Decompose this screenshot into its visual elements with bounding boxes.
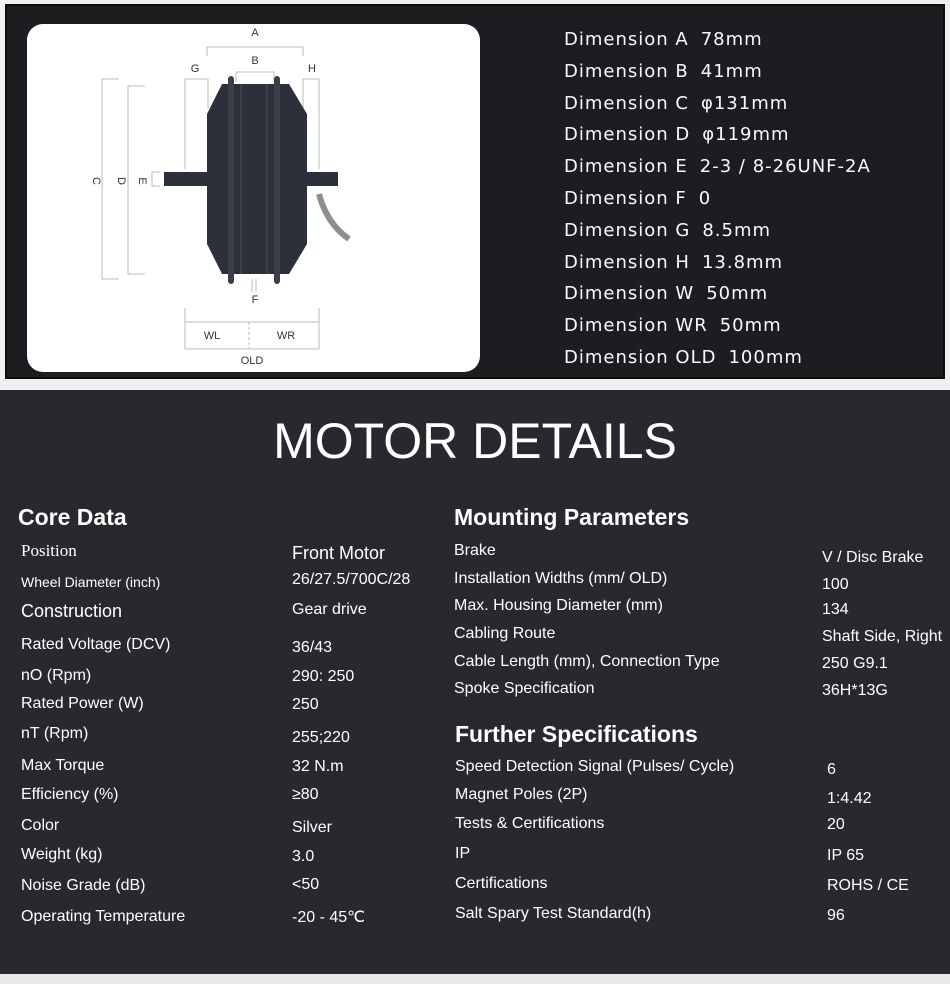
spec-value: 250 G9.1 <box>822 655 888 672</box>
spec-label: Wheel Diameter (inch) <box>21 574 161 590</box>
spec-value: 255;220 <box>292 729 350 746</box>
spec-label: Speed Detection Signal (Pulses/ Cycle) <box>455 758 735 775</box>
spec-value: 100 <box>822 576 849 593</box>
spec-value: 1:4.42 <box>827 790 872 807</box>
spec-label: nO (Rpm) <box>21 667 92 684</box>
spec-value: -20 - 45℃ <box>292 909 366 926</box>
spec-value: Silver <box>292 819 333 836</box>
dimension-row <box>564 345 871 377</box>
label-h: H <box>308 63 316 75</box>
label-d: D <box>115 177 127 185</box>
label-g: G <box>190 63 200 75</box>
label-f: F <box>251 294 259 306</box>
dimension-row <box>564 154 871 186</box>
dimension-row <box>564 250 871 282</box>
dimension-value: 78mm <box>700 29 763 50</box>
dimension-label: Dimension C <box>564 92 689 114</box>
page-title: MOTOR DETAILS <box>273 413 677 469</box>
label-b: B <box>251 55 259 67</box>
spec-label: Noise Grade (dB) <box>21 877 146 894</box>
spec-label: Color <box>21 817 60 834</box>
dimension-label: Dimension A <box>564 29 689 50</box>
spec-value: Gear drive <box>292 601 367 618</box>
dimension-row <box>564 122 871 154</box>
dimension-row <box>564 91 871 123</box>
dimension-label: Dimension W <box>564 283 695 305</box>
spec-label: Weight (kg) <box>21 846 103 863</box>
dimension-label: Dimension OLD <box>564 346 717 368</box>
label-wr: WR <box>276 330 296 342</box>
dimension-value: φ131mm <box>700 92 789 114</box>
spec-value: 250 <box>292 696 319 713</box>
dimension-panel <box>5 4 945 379</box>
dimension-row <box>564 313 871 345</box>
spec-value: 36H*13G <box>822 682 888 699</box>
dimension-row <box>564 218 871 250</box>
spec-label: Installation Widths (mm/ OLD) <box>454 570 668 587</box>
spec-label: Rated Power (W) <box>21 695 144 712</box>
label-wl: WL <box>203 330 221 342</box>
spec-value: ≥80 <box>292 786 319 803</box>
spec-value: 36/43 <box>292 639 333 656</box>
label-e: E <box>136 177 148 185</box>
label-c: C <box>90 177 102 185</box>
dimension-label: Dimension H <box>564 251 690 273</box>
dimension-row <box>564 186 871 218</box>
spec-value: Front Motor <box>292 543 386 563</box>
further-title: Further Specifications <box>455 721 698 747</box>
spec-value: 96 <box>827 907 845 924</box>
spec-label: Tests & Certifications <box>455 815 605 832</box>
bottom-strip <box>0 974 950 984</box>
dimension-label: Dimension WR <box>564 315 708 337</box>
spec-label: Max. Housing Diameter (mm) <box>454 597 663 614</box>
dimension-value: 41mm <box>700 60 763 82</box>
mounting-title: Mounting Parameters <box>454 504 690 530</box>
dimension-label: Dimension B <box>564 60 689 82</box>
dimension-label: Dimension F <box>564 187 687 209</box>
dimension-label: Dimension E <box>564 156 688 178</box>
spec-label: Position <box>21 541 77 560</box>
spec-value: 26/27.5/700C/28 <box>292 571 411 588</box>
dimension-row <box>564 27 871 59</box>
spec-label: Efficiency (%) <box>21 786 119 803</box>
motor-diagram-svg <box>27 24 480 372</box>
spec-value: IP 65 <box>827 847 865 864</box>
label-old: OLD <box>240 355 264 367</box>
dimension-list <box>564 27 871 377</box>
spec-value: 290: 250 <box>292 668 355 685</box>
dimension-label: Dimension D <box>564 124 691 146</box>
label-a: A <box>251 27 259 39</box>
dimension-value: 50mm <box>719 315 782 337</box>
spec-label: Construction <box>21 601 123 621</box>
dimension-value: 8.5mm <box>702 219 772 241</box>
spec-value: <50 <box>292 876 320 893</box>
spec-value: 6 <box>827 761 836 778</box>
core-data-title: Core Data <box>18 504 127 530</box>
spec-value: 20 <box>827 816 845 833</box>
spec-label: Spoke Specification <box>454 680 595 697</box>
dimension-row <box>564 281 871 313</box>
spec-label: Salt Spary Test Standard(h) <box>455 905 652 922</box>
dimension-value: 2-3 / 8-26UNF-2A <box>699 156 871 178</box>
dimension-value: φ119mm <box>702 124 790 146</box>
motor-details-panel <box>0 390 950 974</box>
spec-label: nT (Rpm) <box>21 725 89 742</box>
spec-label: Operating Temperature <box>21 908 186 925</box>
motor-diagram <box>27 24 480 372</box>
dimension-value: 13.8mm <box>701 251 784 273</box>
spec-value: V / Disc Brake <box>822 549 924 566</box>
spec-label: Cable Length (mm), Connection Type <box>454 653 720 670</box>
spec-label: Certifications <box>455 875 548 892</box>
spec-label: Rated Voltage (DCV) <box>21 636 171 653</box>
spec-label: Cabling Route <box>454 625 556 642</box>
spec-value: 32 N.m <box>292 758 344 775</box>
spec-value: 3.0 <box>292 848 315 865</box>
dimension-label: Dimension G <box>564 219 691 241</box>
dimension-row <box>564 59 871 91</box>
spec-value: Shaft Side, Right <box>822 628 943 645</box>
spec-label: IP <box>455 845 471 862</box>
dimension-value: 0 <box>698 187 712 209</box>
dimension-value: 100mm <box>728 346 803 368</box>
spec-value: 134 <box>822 601 849 618</box>
spec-value: ROHS / CE <box>827 877 909 894</box>
dimension-value: 50mm <box>706 283 769 305</box>
spec-label: Max Torque <box>21 757 105 774</box>
spec-label: Brake <box>454 542 496 559</box>
spec-label: Magnet Poles (2P) <box>455 786 588 803</box>
